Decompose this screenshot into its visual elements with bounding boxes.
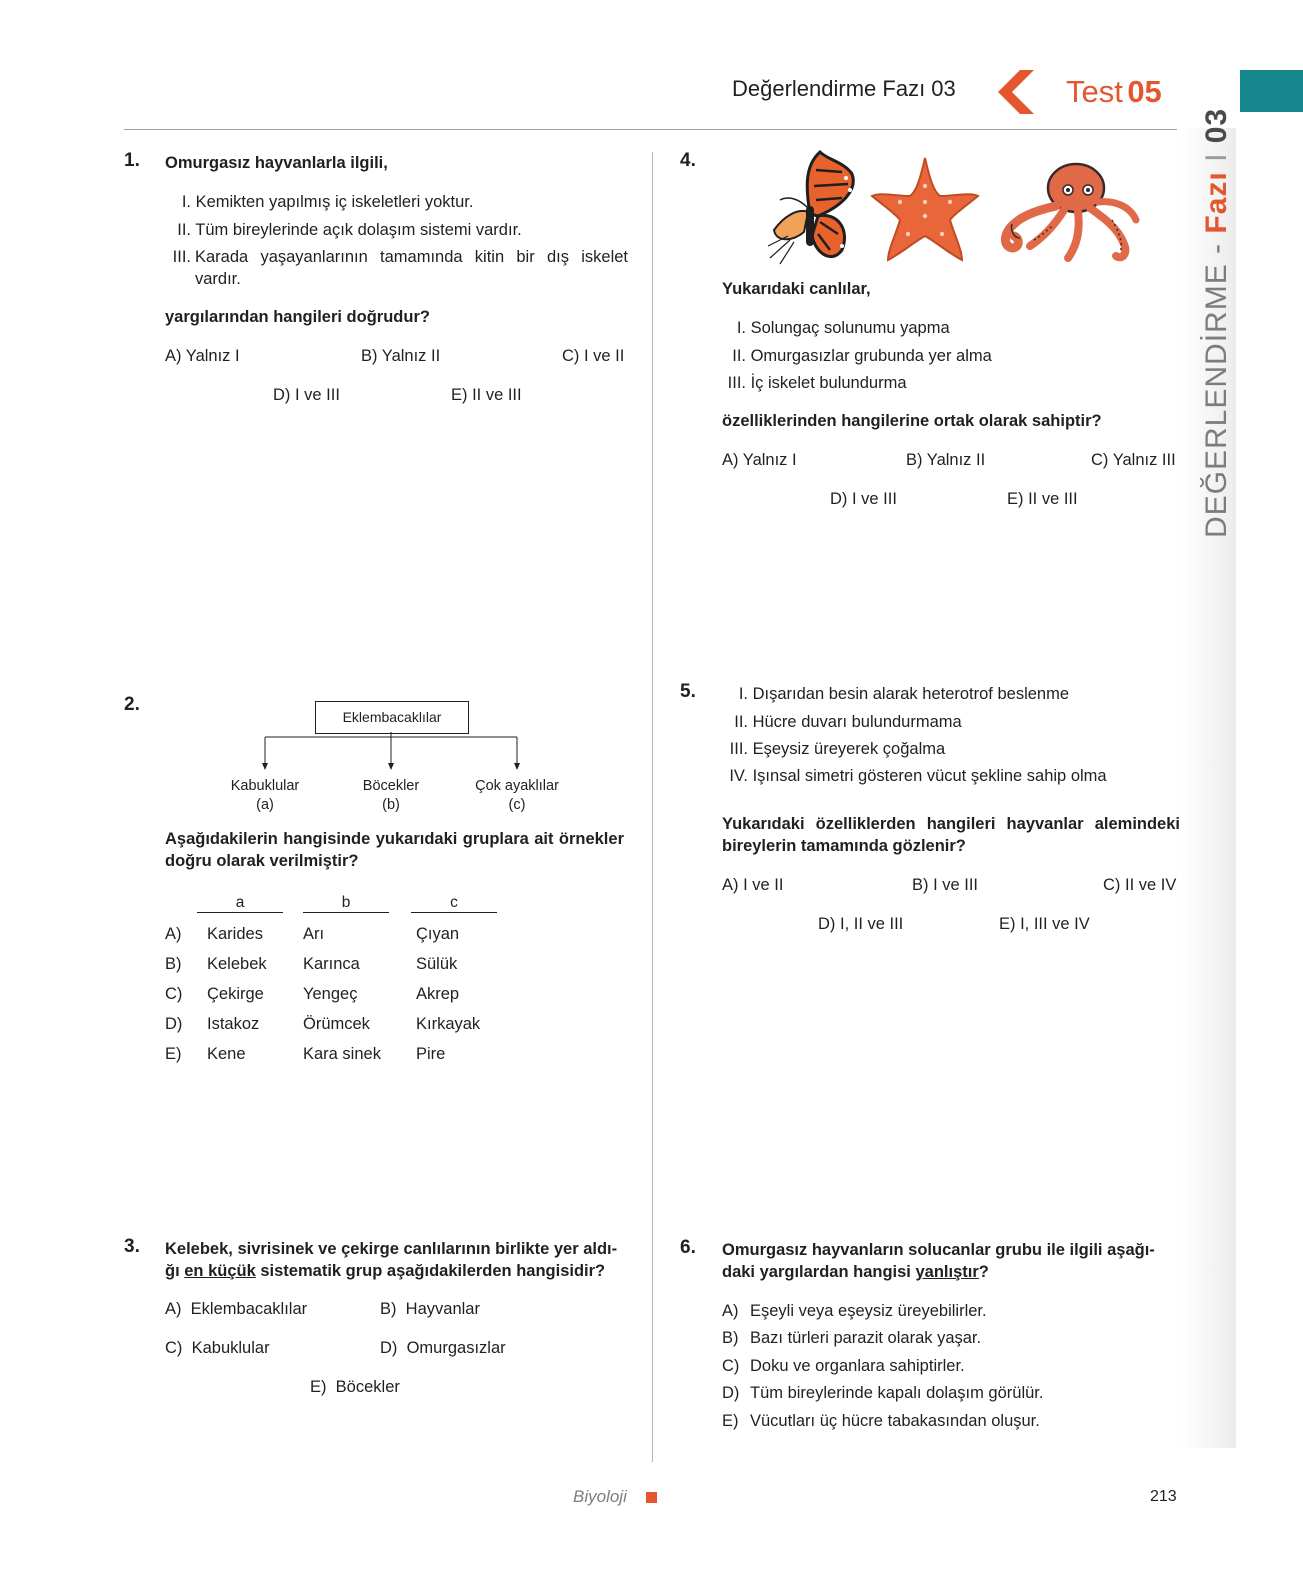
q3-option-a[interactable] bbox=[165, 1298, 307, 1320]
header-rule bbox=[124, 129, 1177, 130]
side-fazi: Fazı bbox=[1200, 171, 1233, 234]
q2-opt-letter: C) bbox=[165, 985, 183, 1003]
q3-option-b[interactable] bbox=[380, 1298, 480, 1320]
q2-question: Aşağıdakilerin hangisinde yukarıdaki gruplara ait örnekler doğru olarak verilmiştir? bbox=[165, 830, 624, 870]
q6-opt-letter: B) bbox=[722, 1329, 739, 1347]
q5-item bbox=[722, 765, 1107, 787]
q1-item-text: Tüm bireylerinde açık dolaşım sistemi vardır. bbox=[195, 221, 522, 239]
teal-page-tab bbox=[1240, 70, 1303, 112]
q2-cell-b: Karınca bbox=[303, 955, 360, 973]
q1-item bbox=[165, 219, 522, 241]
q2-root-label: Eklembacaklılar bbox=[342, 709, 442, 725]
q2-opt-letter: A) bbox=[165, 925, 182, 943]
column-divider bbox=[652, 152, 653, 1462]
q2-cell-c: Çıyan bbox=[416, 925, 460, 943]
q6-stem-line1: Omurgasız hayvanların solucanlar grubu ile ilgili aşağı- bbox=[722, 1241, 1155, 1259]
side-number: 03 bbox=[1200, 107, 1233, 144]
q5-item bbox=[722, 711, 962, 733]
octopus-icon bbox=[992, 160, 1142, 264]
q1-number: 1. bbox=[124, 150, 140, 171]
q2-cell-c: Akrep bbox=[416, 985, 460, 1003]
q2-opt-letter: D) bbox=[165, 1015, 183, 1033]
q5-item-text: Hücre duvarı bulundurmama bbox=[752, 713, 962, 731]
q1-item-roman: III. bbox=[172, 248, 191, 266]
q5-option-c[interactable]: C) II ve IV bbox=[1103, 876, 1177, 894]
q6-opt-letter: A) bbox=[722, 1302, 739, 1320]
q1-item-roman: II. bbox=[177, 221, 191, 239]
q1-option-c[interactable]: C) I ve II bbox=[562, 347, 625, 365]
q1-stem: Omurgasız hayvanlarla ilgili, bbox=[165, 154, 388, 172]
q1-item-text: Kemikten yapılmış iç iskeletleri yoktur. bbox=[195, 193, 474, 211]
q4-option-c[interactable]: C) Yalnız III bbox=[1091, 451, 1176, 469]
q2-group-letter: (b) bbox=[382, 797, 400, 813]
q3-stem-line2 bbox=[165, 1260, 605, 1282]
q6-opt-text: Tüm bireylerinde kapalı dolaşım görülür. bbox=[750, 1384, 1044, 1402]
q3-opt-letter: A) bbox=[165, 1300, 182, 1318]
q4-item bbox=[722, 372, 907, 394]
q2-group-name: Kabuklular bbox=[230, 778, 300, 794]
q2-group-name: Böcekler bbox=[362, 778, 420, 794]
q6-opt-text: Doku ve organlara sahiptirler. bbox=[750, 1357, 965, 1375]
q6-opt-text: Eşeyli veya eşeysiz üreyebilirler. bbox=[750, 1302, 987, 1320]
q2-group-b bbox=[331, 777, 451, 815]
q4-item bbox=[722, 345, 992, 367]
q2-root-box bbox=[315, 701, 469, 734]
q4-question: özelliklerinden hangilerine ortak olarak sahiptir? bbox=[722, 412, 1102, 430]
q4-option-b[interactable]: B) Yalnız II bbox=[906, 451, 986, 469]
q6-option-c[interactable] bbox=[722, 1355, 965, 1377]
q1-option-d[interactable]: D) I ve III bbox=[273, 386, 340, 404]
q3-stem-line1: Kelebek, sivrisinek ve çekirge canlılarının birlikte yer aldı- bbox=[165, 1240, 618, 1258]
q6-option-e[interactable] bbox=[722, 1410, 1040, 1432]
q2-cell-c: Pire bbox=[416, 1045, 446, 1063]
q2-tree-lines bbox=[255, 732, 525, 772]
q1-item bbox=[165, 191, 473, 213]
q1-option-a[interactable]: A) Yalnız I bbox=[165, 347, 240, 365]
q2-opt-letter: E) bbox=[165, 1045, 182, 1063]
q6-underlined-text: yanlıştır bbox=[915, 1263, 979, 1281]
q3-opt-letter: C) bbox=[165, 1339, 183, 1357]
q4-item-roman: III. bbox=[727, 374, 746, 392]
q2-cell-a: Kelebek bbox=[207, 955, 267, 973]
test-number: 05 bbox=[1127, 74, 1162, 109]
footer-subject: Biyoloji bbox=[573, 1487, 627, 1506]
q2-group-a bbox=[205, 777, 325, 815]
section-title: Değerlendirme Fazı 03 bbox=[732, 76, 956, 101]
test-word: Test bbox=[1066, 74, 1123, 109]
q1-item-text: Karada yaşayanlarının tamamında kitin bir dış iskelet vardır. bbox=[195, 248, 628, 288]
starfish-icon bbox=[870, 156, 980, 264]
q3-option-c[interactable] bbox=[165, 1337, 270, 1359]
q1-option-e[interactable]: E) II ve III bbox=[451, 386, 522, 404]
q5-item-roman: II. bbox=[734, 713, 748, 731]
q6-number: 6. bbox=[680, 1237, 696, 1258]
q2-cell-b: Arı bbox=[303, 925, 325, 943]
q4-number: 4. bbox=[680, 150, 696, 171]
q2-cell-c: Kırkayak bbox=[416, 1015, 481, 1033]
q4-option-e[interactable]: E) II ve III bbox=[1007, 490, 1078, 508]
q1-option-b[interactable]: B) Yalnız II bbox=[361, 347, 441, 365]
q1-item-roman: I. bbox=[181, 193, 191, 211]
q3-stem-text: ğı bbox=[165, 1262, 185, 1280]
q3-opt-letter: E) bbox=[310, 1378, 327, 1396]
q5-item bbox=[722, 683, 1069, 705]
q2-number: 2. bbox=[124, 694, 140, 715]
q4-item-text: Omurgasızlar grubunda yer alma bbox=[750, 347, 992, 365]
q5-item-text: Eşeysiz üreyerek çoğalma bbox=[752, 740, 946, 758]
q2-cell-b: Örümcek bbox=[303, 1015, 370, 1033]
q6-stem-text: ? bbox=[978, 1263, 989, 1281]
q3-option-e[interactable] bbox=[310, 1376, 400, 1398]
q3-opt-text: Omurgasızlar bbox=[406, 1339, 506, 1357]
q2-cell-a: Kene bbox=[207, 1045, 246, 1063]
q3-opt-letter: B) bbox=[380, 1300, 397, 1318]
butterfly-icon bbox=[758, 150, 862, 270]
q3-option-d[interactable] bbox=[380, 1337, 506, 1359]
footer-square-icon bbox=[646, 1492, 657, 1503]
q2-col-b: b bbox=[303, 894, 389, 913]
side-separator: I bbox=[1200, 143, 1233, 172]
q5-question: Yukarıdaki özelliklerden hangileri hayvanlar alemindeki bireylerin tamamında gözlenir? bbox=[722, 815, 1180, 855]
q6-option-d[interactable] bbox=[722, 1382, 1043, 1404]
q2-group-name: Çok ayaklılar bbox=[475, 778, 559, 794]
q5-item-text: Işınsal simetri gösteren vücut şekline sahip olma bbox=[752, 767, 1107, 785]
q5-item-roman: I. bbox=[738, 685, 748, 703]
q2-col-a: a bbox=[197, 894, 283, 913]
q4-item-text: Solungaç solunumu yapma bbox=[750, 319, 950, 337]
q2-col-c: c bbox=[411, 894, 497, 913]
q2-group-letter: (c) bbox=[508, 797, 526, 813]
q2-cell-a: Karides bbox=[207, 925, 263, 943]
q3-opt-text: Kabuklular bbox=[191, 1339, 270, 1357]
q5-number: 5. bbox=[680, 681, 696, 702]
q6-opt-letter: D) bbox=[722, 1384, 740, 1402]
q5-option-d[interactable]: D) I, II ve III bbox=[818, 915, 904, 933]
q4-item-roman: I. bbox=[736, 319, 746, 337]
q4-stem: Yukarıdaki canlılar, bbox=[722, 280, 871, 298]
q3-number: 3. bbox=[124, 1236, 140, 1257]
q6-opt-text: Bazı türleri parazit olarak yaşar. bbox=[750, 1329, 982, 1347]
q6-stem-text: daki yargılardan hangisi bbox=[722, 1263, 916, 1281]
q4-item bbox=[722, 317, 950, 339]
test-label bbox=[1066, 74, 1162, 110]
q5-item-roman: IV. bbox=[729, 767, 748, 785]
q5-option-e[interactable]: E) I, III ve IV bbox=[999, 915, 1090, 933]
q6-opt-letter: E) bbox=[722, 1412, 739, 1430]
chevron-left-icon bbox=[994, 70, 1034, 114]
q6-opt-text: Vücutları üç hücre tabakasından oluşur. bbox=[750, 1412, 1040, 1430]
q6-opt-letter: C) bbox=[722, 1357, 740, 1375]
q2-group-c bbox=[450, 777, 584, 815]
side-label: DEĞERLENDİRME - bbox=[1200, 233, 1233, 538]
q5-item bbox=[722, 738, 945, 760]
q6-option-a[interactable] bbox=[722, 1300, 987, 1322]
q2-cell-b: Yengeç bbox=[303, 985, 358, 1003]
q3-opt-letter: D) bbox=[380, 1339, 398, 1357]
page-number: 213 bbox=[1150, 1488, 1177, 1505]
q2-cell-a: Çekirge bbox=[207, 985, 264, 1003]
q3-opt-text: Hayvanlar bbox=[405, 1300, 480, 1318]
q5-option-b[interactable]: B) I ve III bbox=[912, 876, 979, 894]
q4-item-text: İç iskelet bulundurma bbox=[750, 374, 907, 392]
q2-cell-b: Kara sinek bbox=[303, 1045, 381, 1063]
q3-stem-text: sistematik grup aşağıdakilerden hangisidir? bbox=[255, 1262, 606, 1280]
q2-cell-c: Sülük bbox=[416, 955, 458, 973]
side-vertical-label bbox=[1200, 108, 1234, 538]
q6-stem-line2 bbox=[722, 1261, 989, 1283]
q1-item bbox=[165, 246, 628, 290]
q5-option-a[interactable]: A) I ve II bbox=[722, 876, 784, 894]
q4-item-roman: II. bbox=[732, 347, 746, 365]
q3-opt-text: Eklembacaklılar bbox=[190, 1300, 308, 1318]
q3-opt-text: Böcekler bbox=[335, 1378, 400, 1396]
q1-question: yargılarından hangileri doğrudur? bbox=[165, 308, 430, 326]
q6-option-b[interactable] bbox=[722, 1327, 981, 1349]
q5-item-text: Dışarıdan besin alarak heterotrof beslenme bbox=[752, 685, 1070, 703]
q5-item-roman: III. bbox=[729, 740, 748, 758]
q4-option-a[interactable]: A) Yalnız I bbox=[722, 451, 797, 469]
q4-option-d[interactable]: D) I ve III bbox=[830, 490, 897, 508]
q2-group-letter: (a) bbox=[256, 797, 274, 813]
q2-cell-a: Istakoz bbox=[207, 1015, 260, 1033]
q3-underlined-text: en küçük bbox=[184, 1262, 256, 1280]
q2-opt-letter: B) bbox=[165, 955, 182, 973]
